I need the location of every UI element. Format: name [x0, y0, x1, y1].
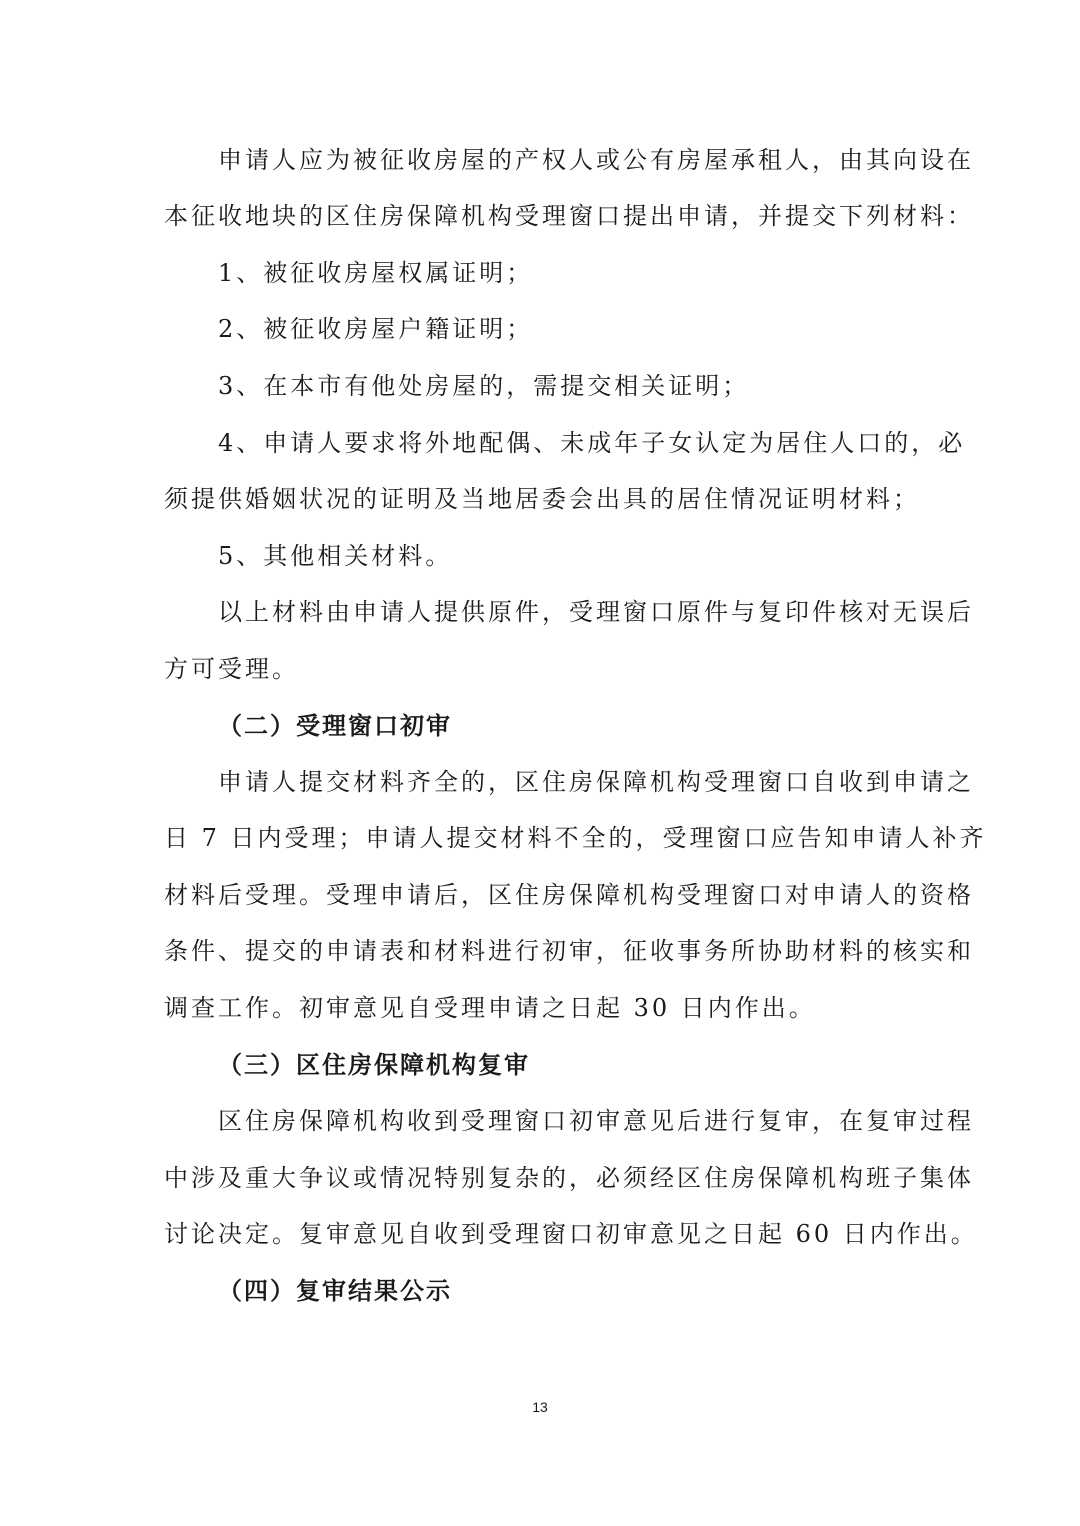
paragraph-applicant-line-2: 本征收地块的区住房保障机构受理窗口提出申请，并提交下列材料： [164, 202, 974, 230]
section-heading-2: （二）受理窗口初审 [218, 711, 452, 740]
page-number: 13 [532, 1399, 548, 1415]
paragraph-re-review-line-2: 中涉及重大争议或情况特别复杂的，必须经区住房保障机构班子集体 [164, 1164, 974, 1192]
paragraph-initial-review-line-3: 材料后受理。受理申请后，区住房保障机构受理窗口对申请人的资格 [164, 881, 974, 909]
list-item-5: 5、其他相关材料。 [218, 542, 453, 570]
paragraph-re-review-line-3: 讨论决定。复审意见自收到受理窗口初审意见之日起 60 日内作出。 [164, 1220, 978, 1248]
paragraph-initial-review-line-1: 申请人提交材料齐全的，区住房保障机构受理窗口自收到申请之 [218, 768, 974, 796]
paragraph-re-review-line-1: 区住房保障机构收到受理窗口初审意见后进行复审，在复审过程 [218, 1107, 974, 1135]
list-item-2: 2、被征收房屋户籍证明； [218, 315, 534, 343]
paragraph-initial-review-line-4: 条件、提交的申请表和材料进行初审，征收事务所协助材料的核实和 [164, 937, 974, 965]
list-item-3: 3、在本市有他处房屋的，需提交相关证明； [218, 372, 750, 400]
paragraph-materials-line-2: 方可受理。 [164, 655, 299, 683]
paragraph-initial-review-line-5: 调查工作。初审意见自受理申请之日起 30 日内作出。 [164, 994, 816, 1022]
paragraph-materials-line-1: 以上材料由申请人提供原件，受理窗口原件与复印件核对无误后 [218, 598, 974, 626]
paragraph-applicant-line-1: 申请人应为被征收房屋的产权人或公有房屋承租人，由其向设在 [218, 146, 974, 174]
section-heading-3: （三）区住房保障机构复审 [218, 1050, 530, 1079]
list-item-4-line-1: 4、申请人要求将外地配偶、未成年子女认定为居住人口的，必 [218, 429, 966, 457]
section-heading-4: （四）复审结果公示 [218, 1276, 452, 1305]
list-item-1: 1、被征收房屋权属证明； [218, 259, 534, 287]
list-item-4-line-2: 须提供婚姻状况的证明及当地居委会出具的居住情况证明材料； [164, 485, 920, 513]
paragraph-initial-review-line-2: 日 7 日内受理；申请人提交材料不全的，受理窗口应告知申请人补齐 [164, 824, 987, 852]
